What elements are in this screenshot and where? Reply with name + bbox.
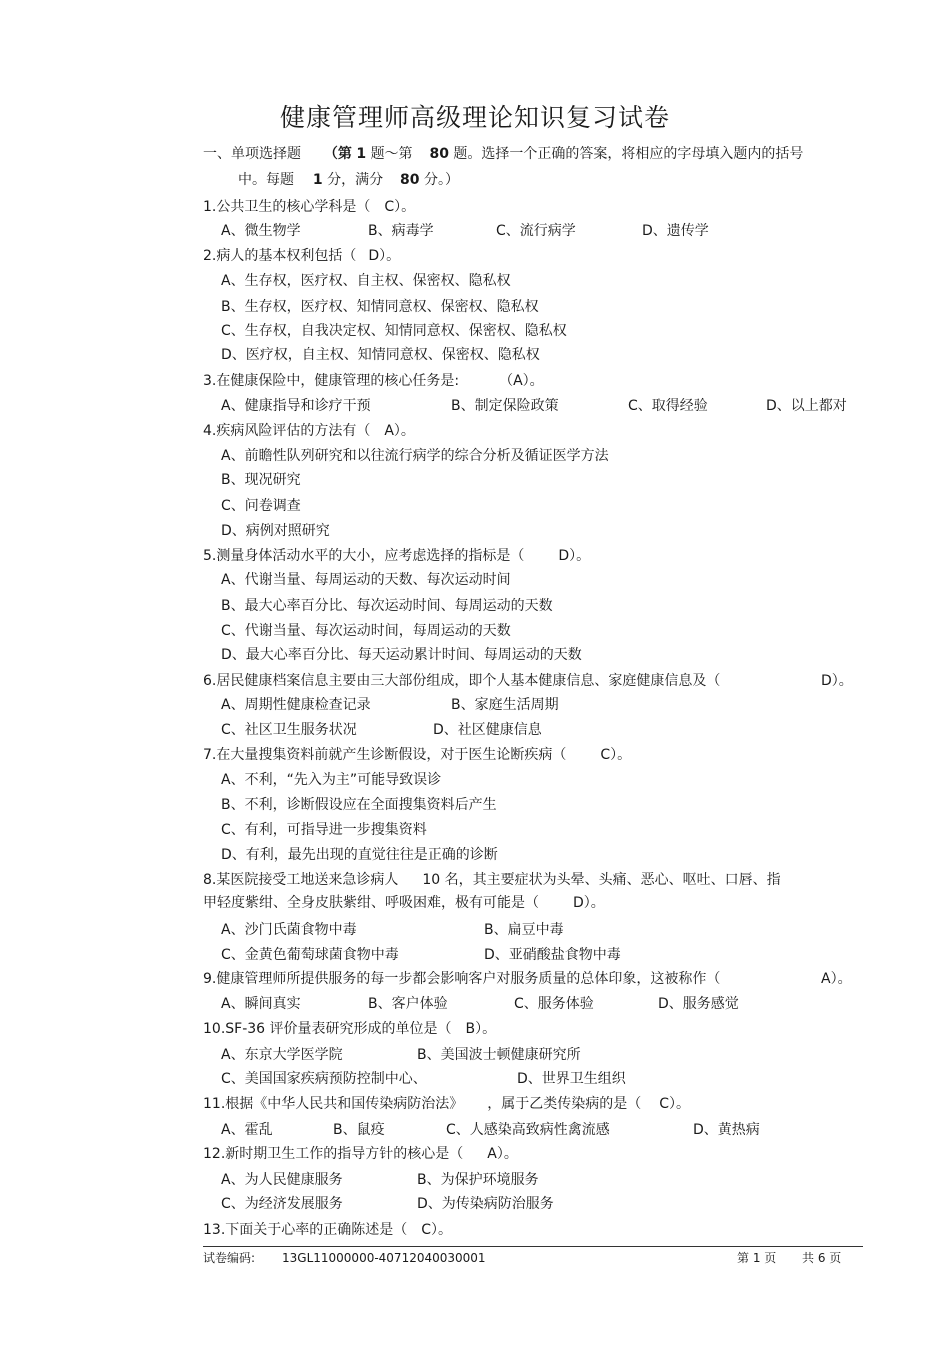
option: A、前瞻性队列研究和以往流行病学的综合分析及循证医学方法 <box>221 448 609 464</box>
option: C、人感染高致病性禽流感 <box>446 1122 610 1138</box>
option: C、生存权，自我决定权、知情同意权、保密权、隐私权 <box>221 323 567 339</box>
option: A、为人民健康服务 <box>221 1172 343 1188</box>
question-text: 8.某医院接受工地送来急诊病人 <box>203 872 399 888</box>
option: D、有利，最先出现的直觉往往是正确的诊断 <box>221 847 498 863</box>
option: B、家庭生活周期 <box>451 697 559 713</box>
question-answer: A）。 <box>487 1146 518 1162</box>
option: B、不利，诊断假设应在全面搜集资料后产生 <box>221 797 497 813</box>
question-stem <box>203 870 781 890</box>
option: D、社区健康信息 <box>433 722 542 738</box>
question-stem <box>203 546 590 566</box>
option: A、生存权，医疗权、自主权、保密权、隐私权 <box>221 273 511 289</box>
option: C、流行病学 <box>496 223 576 239</box>
section-mid: 题～第 <box>370 146 413 162</box>
question-answer: C）。 <box>600 747 632 763</box>
footer-total-pages: 共 6 页 <box>802 1251 842 1265</box>
question-stem-line2 <box>203 893 605 913</box>
question-text: 12.新时期卫生工作的指导方针的核心是（ <box>203 1146 464 1162</box>
option: B、制定保险政策 <box>451 398 559 414</box>
option: D、以上都对 <box>766 398 847 414</box>
question-answer: B）。 <box>465 1021 497 1037</box>
section-total: 80 <box>400 172 420 188</box>
option: D、黄热病 <box>693 1122 760 1138</box>
section-first: 1 <box>356 146 367 162</box>
question-answer: D）。 <box>368 248 401 264</box>
question-stem <box>203 246 400 266</box>
section-line2a: 中。每题 <box>238 172 294 188</box>
option: A、健康指导和诊疗干预 <box>221 398 371 414</box>
question-text: 1.公共卫生的核心学科是（ <box>203 199 371 215</box>
option: D、遗传学 <box>642 223 709 239</box>
question-text-cont: ，属于乙类传染病的是（ <box>487 1096 642 1112</box>
question-stem <box>203 421 415 441</box>
option: C、取得经验 <box>628 398 708 414</box>
option: D、亚硝酸盐食物中毒 <box>484 947 621 963</box>
question-text: 7.在大量搜集资料前就产生诊断假设，对于医生论断疾病（ <box>203 747 567 763</box>
question-answer: D）。 <box>821 673 853 689</box>
question-answer: C）。 <box>421 1222 453 1238</box>
question-stem <box>203 371 544 391</box>
question-answer: A）。 <box>821 971 852 987</box>
section-last: 80 <box>429 146 449 162</box>
section-paren: （第 <box>323 146 352 162</box>
question-stem <box>203 1019 496 1039</box>
question-text-cont: 甲轻度紫绀、全身皮肤紫绀、呼吸困难，极有可能是（ <box>203 895 539 911</box>
question-text: 10.SF-36 评价量表研究形成的单位是（ <box>203 1021 452 1037</box>
option: D、为传染病防治服务 <box>417 1196 554 1212</box>
question-stem: 6.居民健康档案信息主要由三大部份组成，即个人基本健康信息、家庭健康信息及（ <box>203 673 721 689</box>
question-stem <box>203 745 631 765</box>
option: B、扁豆中毒 <box>484 922 564 938</box>
question-answer: D）。 <box>573 895 605 911</box>
option: A、代谢当量、每周运动的天数、每次运动时间 <box>221 572 511 588</box>
section-line2b: 分，满分 <box>327 172 384 188</box>
question-stem <box>203 1144 518 1164</box>
question-answer: A）。 <box>384 423 415 439</box>
option: A、瞬间真实 <box>221 996 301 1012</box>
option: C、社区卫生服务状况 <box>221 722 357 738</box>
question-answer: D）。 <box>558 548 591 564</box>
question-stem <box>203 197 415 217</box>
question-text: 11.根据《中华人民共和国传染病防治法》 <box>203 1096 464 1112</box>
option: B、生存权，医疗权、知情同意权、保密权、隐私权 <box>221 299 539 315</box>
question-text: 5.测量身体活动水平的大小，应考虑选择的指标是（ <box>203 548 525 564</box>
option: D、病例对照研究 <box>221 523 330 539</box>
section-label: 一、单项选择题 <box>203 146 301 162</box>
option: C、问卷调查 <box>221 498 301 514</box>
option: B、客户体验 <box>368 996 448 1012</box>
option: D、最大心率百分比、每天运动累计时间、每周运动的天数 <box>221 647 582 663</box>
option: A、周期性健康检查记录 <box>221 697 371 713</box>
option: A、沙门氏菌食物中毒 <box>221 922 357 938</box>
footer-page: 第 1 页 <box>737 1251 777 1265</box>
option: D、医疗权，自主权、知情同意权、保密权、隐私权 <box>221 347 540 363</box>
question-stem: 9.健康管理师所提供服务的每一步都会影响客户对服务质量的总体印象，这被称作（ <box>203 971 721 987</box>
question-stem <box>203 1220 452 1240</box>
question-stem <box>203 1094 690 1114</box>
option: B、最大心率百分比、每次运动时间、每周运动的天数 <box>221 598 553 614</box>
section-heading-line2 <box>238 170 459 190</box>
option: C、为经济发展服务 <box>221 1196 343 1212</box>
section-rest: 题。选择一个正确的答案，将相应的字母填入题内的括号 <box>453 146 804 162</box>
option: D、服务感觉 <box>658 996 739 1012</box>
question-answer: C）。 <box>384 199 416 215</box>
option: D、世界卫生组织 <box>517 1071 626 1087</box>
footer-divider <box>203 1246 863 1247</box>
option: B、现况研究 <box>221 472 301 488</box>
question-text: 4.疾病风险评估的方法有（ <box>203 423 371 439</box>
question-text-cont: 10 名，其主要症状为头晕、头痛、恶心、呕吐、口唇、指 <box>422 872 781 888</box>
section-score: 1 <box>312 172 323 188</box>
footer-code: 13GL11000000-40712040030001 <box>282 1251 486 1265</box>
option: A、霍乱 <box>221 1122 273 1138</box>
option: C、服务体验 <box>514 996 594 1012</box>
question-text: 13.下面关于心率的正确陈述是（ <box>203 1222 408 1238</box>
option: B、鼠疫 <box>333 1122 385 1138</box>
option: A、微生物学 <box>221 223 301 239</box>
question-answer: （A）。 <box>499 373 544 389</box>
footer-code-label: 试卷编码: <box>203 1251 256 1265</box>
option: C、代谢当量、每次运动时间，每周运动的天数 <box>221 623 511 639</box>
option: C、金黄色葡萄球菌食物中毒 <box>221 947 399 963</box>
option: C、美国国家疾病预防控制中心、 <box>221 1071 427 1087</box>
option: A、东京大学医学院 <box>221 1047 343 1063</box>
question-text: 2.病人的基本权利包括（ <box>203 248 357 264</box>
section-line2c: 分。） <box>423 172 459 188</box>
exam-title: 健康管理师高级理论知识复习试卷 <box>279 103 670 132</box>
option: B、为保护环境服务 <box>417 1172 539 1188</box>
option: C、有利，可指导进一步搜集资料 <box>221 822 427 838</box>
option: A、不利，“先入为主”可能导致误诊 <box>221 772 442 788</box>
option: B、美国波士顿健康研究所 <box>417 1047 581 1063</box>
section-heading <box>203 144 803 164</box>
option: B、病毒学 <box>368 223 434 239</box>
question-text: 3.在健康保险中，健康管理的核心任务是: <box>203 373 460 389</box>
question-answer: C）。 <box>659 1096 691 1112</box>
